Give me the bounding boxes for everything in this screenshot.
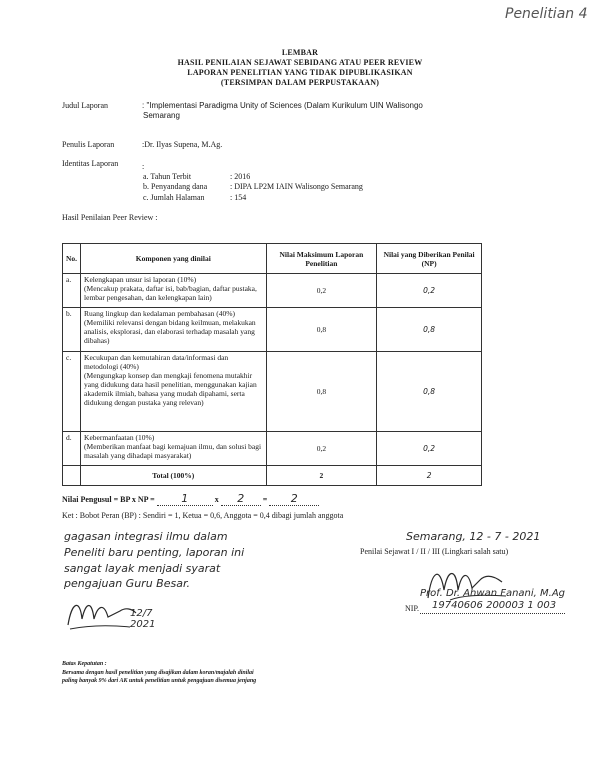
reviewer-name: Prof. Dr. Ahwan Fanani, M.Ag — [420, 588, 566, 599]
row-title: Kelengkapan unsur isi laporan (10%) — [84, 275, 197, 284]
row-desc: (Mencakup prakata, daftar isi, bab/bagian, daftar pustaka, lembar pengesahan, dan kelengkapan lain) — [84, 284, 257, 302]
row-no: b. — [63, 308, 81, 352]
batas-line-2: paling banyak 9% dari AK untuk penelitian untuk pengajuan disemua jenjang — [62, 678, 257, 684]
table-row — [63, 432, 482, 466]
row-no: d. — [63, 432, 81, 466]
row-max: 0,2 — [266, 274, 377, 308]
header-nilai-maksimum: Nilai Maksimum Laporan Penelitian — [266, 244, 377, 274]
nilai-pengusul-label: Nilai Pengusul = BP x NP = — [62, 495, 157, 504]
nilai-bp: 1 — [157, 492, 213, 506]
row-komponen — [81, 274, 267, 308]
title-line-4: (TERSIMPAN DALAM PERPUSTAKAAN) — [220, 78, 380, 87]
row-np: 0,8 — [377, 308, 482, 352]
penilai-label: Penilai Sejawat I / II / III (Lingkari salah satu) — [360, 547, 509, 556]
row-komponen — [81, 352, 267, 432]
header-no: No. — [63, 244, 81, 274]
nilai-x: x — [214, 495, 219, 504]
nilai-np: 2 — [221, 492, 261, 506]
date-line: Semarang, 12 - 7 - 2021 — [406, 530, 541, 543]
row-title: Kebermanfaatan (10%) — [84, 433, 155, 442]
author-sign-date: 12/7 2021 — [130, 608, 156, 630]
comment-line: sangat layak menjadi syarat — [64, 562, 221, 575]
penulis-label: Penulis Laporan — [62, 140, 115, 149]
header-nilai-penilai: Nilai yang Diberikan Penilai (NP) — [377, 244, 482, 274]
penulis-value: :Dr. Ilyas Supena, M.Ag. — [142, 140, 223, 149]
nilai-pengusul — [62, 492, 319, 506]
table-row-total — [63, 466, 482, 486]
title-line-2: HASIL PENILAIAN SEJAWAT SEBIDANG ATAU PEER REVIEW — [177, 58, 423, 67]
row-desc: (Memberikan manfaat bagi kemajuan ilmu, dan solusi bagi masalah yang dihadapi masyarakat) — [84, 442, 262, 460]
nip-label: NIP. — [405, 604, 420, 613]
identitas-value: : DIPA LP2M IAIN Walisongo Semarang — [230, 182, 363, 191]
title-line-1: LEMBAR — [281, 48, 319, 57]
review-table — [62, 243, 482, 486]
identitas-key: b. Penyandang dana — [143, 182, 208, 191]
row-np: 0,8 — [377, 352, 482, 432]
row-np: 0,2 — [377, 274, 482, 308]
ket-text: Ket : Bobot Peran (BP) : Sendiri = 1, Ketua = 0,6, Anggota = 0,4 dibagi jumlah anggota — [62, 511, 344, 520]
row-no: c. — [63, 352, 81, 432]
total-label: Total (100%) — [81, 466, 267, 486]
total-max: 2 — [266, 466, 377, 486]
title-line-3: LAPORAN PENELITIAN YANG TIDAK DIPUBLIKASIKAN — [187, 68, 413, 77]
table-row — [63, 352, 482, 432]
identitas-key: c. Jumlah Halaman — [143, 193, 205, 202]
row-no: a. — [63, 274, 81, 308]
total-np: 2 — [377, 466, 482, 486]
total-empty — [63, 466, 81, 486]
identitas-key: a. Tahun Terbit — [143, 172, 192, 181]
comment-line: Peneliti baru penting, laporan ini — [64, 546, 245, 559]
row-max: 0,8 — [266, 308, 377, 352]
row-desc: (Memiliki relevansi dengan bidang keilmuan, melakukan analisis, eksplorasi, dan elaborasi terhadap masalah yang dibahas) — [84, 318, 256, 345]
nilai-result: 2 — [269, 492, 319, 506]
identitas-label: Identitas Laporan — [62, 159, 119, 168]
corner-note: Penelitian 4 — [505, 6, 588, 22]
batas-line-1: Bersama dengan hasil penelitian yang disajikan dalam koran/majalah dinilai — [62, 670, 254, 676]
identitas-value: : 2016 — [230, 172, 251, 181]
row-title: Kecukupan dan kemutahiran data/informasi dan metodologi (40%) — [84, 353, 229, 371]
table-row — [63, 274, 482, 308]
author-signature — [60, 595, 140, 635]
nip-underline — [420, 613, 565, 614]
nip-value: 19740606 200003 1 003 — [432, 600, 557, 611]
row-komponen — [81, 432, 267, 466]
row-max: 0,8 — [266, 352, 377, 432]
hasil-label: Hasil Penilaian Peer Review : — [62, 213, 158, 222]
identitas-colon: : — [142, 162, 145, 171]
batas-label: Batas Kepatutan : — [62, 661, 107, 667]
judul-value-cont: Semarang — [143, 111, 180, 120]
row-np: 0,2 — [377, 432, 482, 466]
row-komponen — [81, 308, 267, 352]
header-komponen: Komponen yang dinilai — [81, 244, 267, 274]
comment-line: pengajuan Guru Besar. — [64, 577, 190, 590]
judul-label: Judul Laporan — [62, 101, 108, 110]
row-title: Ruang lingkup dan kedalaman pembahasan (40%) — [84, 309, 236, 318]
identitas-value: : 154 — [230, 193, 247, 202]
nilai-eq: = — [262, 495, 268, 504]
row-max: 0,2 — [266, 432, 377, 466]
comment-line: gagasan integrasi ilmu dalam — [64, 530, 228, 543]
table-row — [63, 308, 482, 352]
row-desc: (Mengungkap konsep dan mengkaji fenomena mutakhir yang didukung data hasil penelitian, menggunakan kajian akademik ilmiah, bahasa yang mudah dipahami, serta didukung dengan pustaka yang relevan) — [84, 371, 257, 407]
judul-value: : "Implementasi Paradigma Unity of Sciences (Dalam Kurikulum UIN Walisongo — [142, 101, 423, 110]
